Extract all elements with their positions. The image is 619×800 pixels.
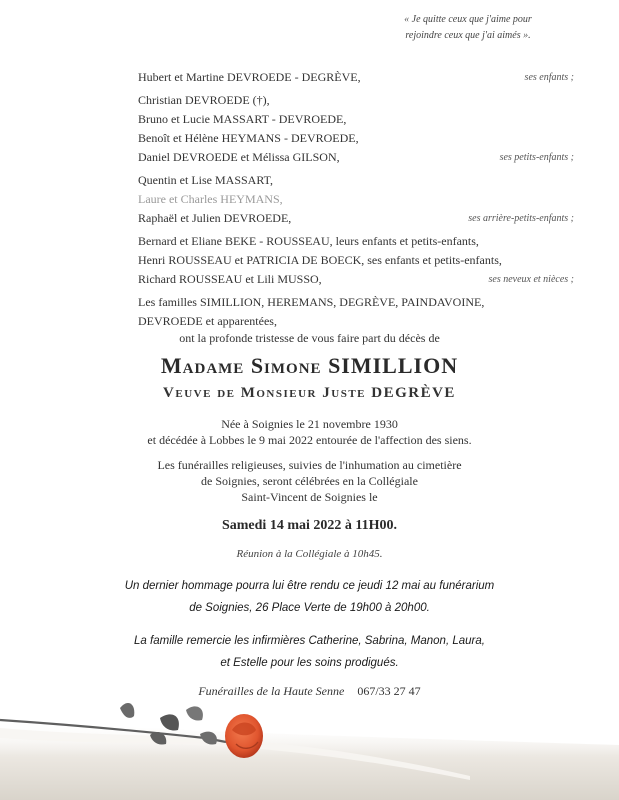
family-line <box>138 232 574 251</box>
funeral-line: Les funérailles religieuses, suivies de l'inhumation au cimetière <box>157 458 462 472</box>
family-line <box>138 129 574 148</box>
family-names: Henri ROUSSEAU et PATRICIA DE BOECK, ses enfants et petits-enfants, <box>138 253 502 267</box>
rose-illustration <box>0 690 619 800</box>
family-names: Bernard et Eliane BEKE - ROUSSEAU, leurs enfants et petits-enfants, <box>138 234 479 248</box>
sand-background <box>0 720 619 800</box>
homage-line: de Soignies, 26 Place Verte de 19h00 à 20h00. <box>189 602 430 614</box>
widow-line <box>0 385 619 402</box>
family-line <box>138 293 574 312</box>
deceased-name <box>0 353 619 379</box>
funeral-details <box>0 457 619 505</box>
family-names: Richard ROUSSEAU et Lili MUSSO, <box>138 272 322 286</box>
widow-surname: DEGRÈVE <box>371 385 456 401</box>
family-names: Laure et Charles HEYMANS, <box>138 192 283 206</box>
epigraph-quote <box>373 12 563 44</box>
family-line <box>138 171 574 190</box>
announcement-text: ont la profonde tristesse de vous faire part du décès de <box>179 331 440 345</box>
family-line <box>138 110 574 129</box>
family-names: Benoît et Hélène HEYMANS - DEVROEDE, <box>138 131 359 145</box>
relation-label: ses petits-enfants ; <box>499 152 574 163</box>
funeral-line: Saint-Vincent de Soignies le <box>241 490 378 504</box>
family-line <box>138 270 574 289</box>
relation-label: ses arrière-petits-enfants ; <box>468 213 574 224</box>
family-group <box>138 91 574 167</box>
epigraph-line: rejoindre ceux que j'ai aimés ». <box>405 30 531 41</box>
thanks-line: La famille remercie les infirmières Catherine, Sabrina, Manon, Laura, <box>134 635 485 647</box>
family-group <box>138 293 574 331</box>
family-line <box>138 251 574 270</box>
widow-prefix: Veuve de Monsieur Juste <box>163 385 366 401</box>
family-line <box>138 190 574 209</box>
family-names: Les familles SIMILLION, HEREMANS, DEGRÈVE, PAINDAVOINE, <box>138 295 485 309</box>
family-group <box>138 232 574 289</box>
family-list <box>138 68 574 335</box>
family-names: Christian DEVROEDE (†), <box>138 93 270 107</box>
funeral-home-phone: 067/33 27 47 <box>357 684 421 698</box>
life-dates <box>0 416 619 448</box>
family-names: Hubert et Martine DEVROEDE - DEGRÈVE, <box>138 70 361 84</box>
deceased-surname: SIMILLION <box>328 353 459 378</box>
epigraph-line: « Je quitte ceux que j'aime pour <box>404 14 532 25</box>
homage-line: Un dernier hommage pourra lui être rendu ce jeudi 12 mai au funérarium <box>124 580 495 592</box>
family-line <box>138 312 574 331</box>
rose-leaf <box>160 714 179 730</box>
rose-flower <box>225 714 263 758</box>
family-line <box>138 68 574 87</box>
family-names: Bruno et Lucie MASSART - DEVROEDE, <box>138 112 347 126</box>
thanks-line: et Estelle pour les soins prodigués. <box>220 657 399 669</box>
rose-leaf <box>120 703 134 718</box>
funeral-line: de Soignies, seront célébrées en la Collégiale <box>201 474 418 488</box>
death-line: et décédée à Lobbes le 9 mai 2022 entourée de l'affection des siens. <box>147 433 472 447</box>
family-names: Quentin et Lise MASSART, <box>138 173 274 187</box>
family-names: Daniel DEVROEDE et Mélissa GILSON, <box>138 150 340 164</box>
family-group <box>138 171 574 228</box>
family-names: Raphaël et Julien DEVROEDE, <box>138 211 292 225</box>
birth-line: Née à Soignies le 21 novembre 1930 <box>221 417 398 431</box>
family-line <box>138 91 574 110</box>
family-names: DEVROEDE et apparentées, <box>138 314 277 328</box>
family-line <box>138 148 574 167</box>
family-line <box>138 209 574 228</box>
homage-notice <box>0 575 619 619</box>
deceased-title: Madame Simone <box>160 353 322 378</box>
thanks-notice <box>0 630 619 674</box>
reunion-note: Réunion à la Collégiale à 10h45. <box>236 548 383 560</box>
rose-leaf <box>186 706 203 720</box>
relation-label: ses neveux et nièces ; <box>488 274 574 285</box>
family-group <box>138 68 574 87</box>
funeral-home-name: Funérailles de la Haute Senne <box>198 684 345 698</box>
relation-label: ses enfants ; <box>524 72 574 83</box>
funeral-date: Samedi 14 mai 2022 à 11H00. <box>221 518 397 533</box>
